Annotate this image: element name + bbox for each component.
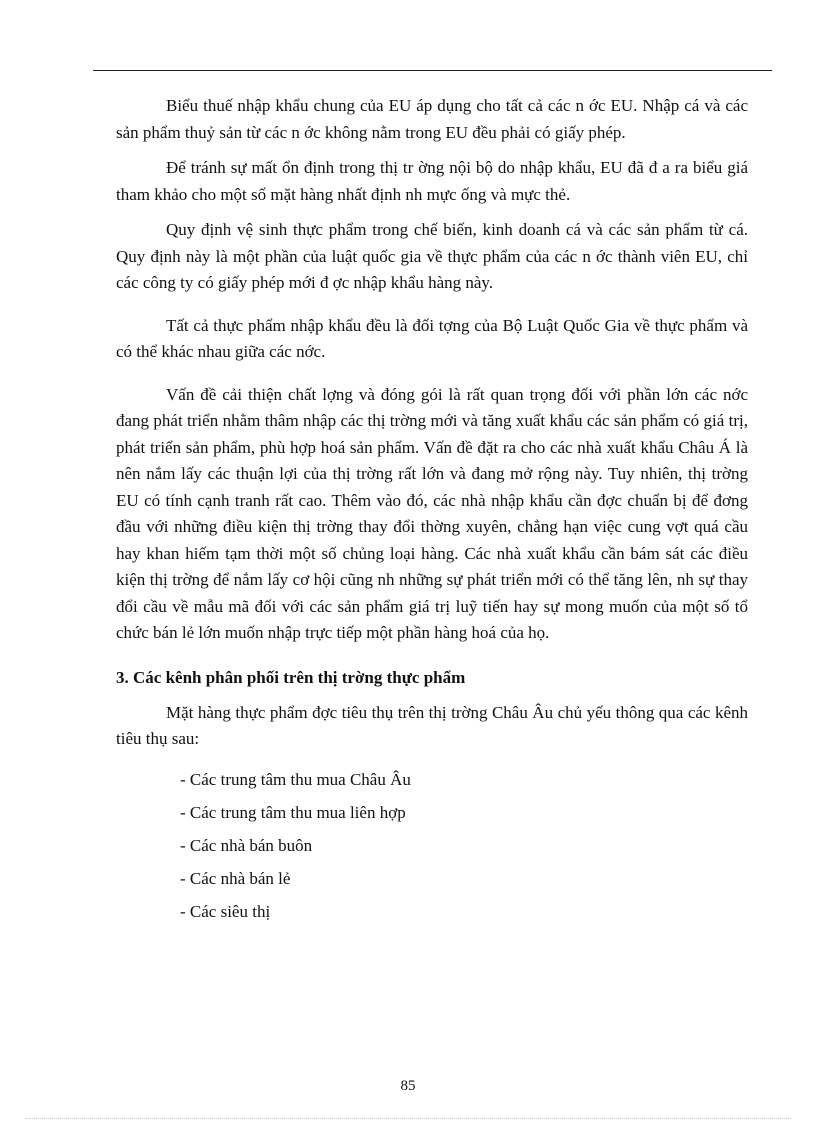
list-item: - Các nhà bán lẻ bbox=[180, 868, 291, 888]
section-heading: 3. Các kênh phân phối trên thị trờng thực phẩm bbox=[116, 667, 466, 687]
paragraph-import-tariff: Biểu thuế nhập khẩu chung của EU áp dụng cho tất cả các n ớc EU. Nhập cá và các sản phẩm thuỷ sản từ các n ớc không nằm trong EU đều phải có giấy phép. bbox=[116, 96, 748, 142]
page-body bbox=[116, 93, 748, 928]
paragraph-reference-price: Để tránh sự mất ổn định trong thị tr ờng nội bộ do nhập khẩu, EU đã đ a ra biểu giá tham khảo cho một số mặt hàng nhất định nh mực ống và mực thẻ. bbox=[116, 158, 748, 204]
header-rule bbox=[93, 70, 772, 71]
list-item: - Các nhà bán buôn bbox=[180, 835, 313, 855]
page-number: 85 bbox=[400, 1078, 416, 1094]
bottom-dotted-rule bbox=[25, 1118, 791, 1119]
list-item: - Các trung tâm thu mua Châu Âu bbox=[180, 769, 411, 789]
paragraph-quality-packaging: Vấn đề cải thiện chất lợng và đóng gói là rất quan trọng đối với phần lớn các nớc đang phát triển nhằm thâm nhập các thị trờng mới và tăng xuất khẩu các sản phẩm có giá trị, phát triển sản phẩm, phù hợp hoá sản phẩm. Vấn đề đặt ra cho các nhà xuất khẩu Châu Á là nên nắm lấy các thuận lợi của thị trờng rất lớn và đang mở rộng này. Tuy nhiên, thị trờng EU có tính cạnh tranh rất cao. Thêm vào đó, các nhà nhập khẩu cần đợc chuẩn bị để đơng đầu với những điều kiện thị trờng thay đổi thờng xuyên, chẳng hạn việc cung vợt quá cầu hay khan hiếm tạm thời một số chủng loại hàng. Các nhà xuất khẩu cần bám sát các điều kiện thị trờng để nắm lấy cơ hội cũng nh những sự phát triển mới có thể tăng lên, nh sự thay đổi cầu về mẫu mã đối với các sản phẩm giá trị luỹ tiến hay sự mong muốn của một số tổ chức bán lẻ lớn muốn nhập trực tiếp một phần hàng hoá của họ. bbox=[116, 384, 748, 642]
section-intro: Mặt hàng thực phẩm đợc tiêu thụ trên thị trờng Châu Âu chủ yếu thông qua các kênh tiêu thụ sau: bbox=[116, 702, 748, 748]
paragraph-national-food-law: Tất cả thực phẩm nhập khẩu đều là đối tợng của Bộ Luật Quốc Gia về thực phẩm và có thể khác nhau giữa các nớc. bbox=[116, 315, 748, 361]
paragraph-hygiene-regulation: Quy định vệ sinh thực phẩm trong chế biến, kinh doanh cá và các sản phẩm từ cá. Quy định này là một phần của luật quốc gia về thực phẩm của các n ớc thành viên EU, chỉ các công ty có giấy phép mới đ ợc nhập khẩu hàng này. bbox=[116, 220, 748, 292]
list-item: - Các siêu thị bbox=[180, 901, 271, 921]
list-item: - Các trung tâm thu mua liên hợp bbox=[180, 802, 406, 822]
distribution-channel-list bbox=[116, 763, 748, 928]
